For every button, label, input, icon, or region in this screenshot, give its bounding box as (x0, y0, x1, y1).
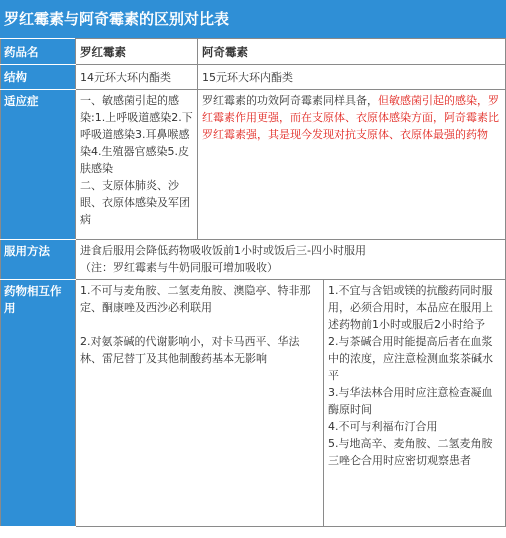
structure-roxithromycin: 14元环大环内酯类 (76, 65, 198, 90)
indication-common-text: 罗红霉素的功效阿奇霉素同样具备， (202, 94, 378, 107)
table-row-indications (1, 90, 506, 240)
structure-azithromycin: 15元环大环内酯类 (198, 65, 506, 90)
indication-line: 一、敏感菌引起的感染:1.上呼吸道感染2.下呼吸道感染3.耳鼻喉感染4.生殖器官感染5.皮肤感染 (80, 94, 193, 175)
table-row-interactions (1, 280, 506, 527)
column-head-roxithromycin: 罗红霉素 (76, 39, 198, 65)
row-label-indications: 适应症 (1, 90, 76, 240)
table-row-usage (1, 240, 506, 280)
indications-azithromycin (198, 90, 506, 240)
interaction-item: 5.与地高辛、麦角胺、二氢麦角胺三唑仑合用时应密切观察患者 (328, 437, 493, 467)
row-label-usage: 服用方法 (1, 240, 76, 280)
indication-line: 二、支原体肺炎、沙眼、衣原体感染及军团病 (80, 179, 190, 226)
interaction-item: 1.不宜与含铝或镁的抗酸药同时服用，必须合用时，本品应在服用上述药物前1小时或服后2小时给予 (328, 284, 493, 331)
indication-highlight-text: 但敏感菌引起的感染，罗红霉素作用更强，而在支原体、衣原体感染方面，阿奇霉素比罗红霉素强，其是现今发现对抗支原体、衣原体最强的药物 (202, 94, 499, 141)
usage-text (76, 240, 506, 280)
row-label-drug-name: 药品名 (1, 39, 76, 65)
interaction-item: 4.不可与利福布汀合用 (328, 420, 438, 433)
comparison-table (0, 38, 506, 527)
interactions-azithromycin (324, 280, 506, 527)
interaction-item: 2.与茶碱合用时能提高后者在血浆中的浓度，应注意检测血浆茶碱水平 (328, 335, 493, 382)
row-label-interactions: 药物相互作用 (1, 280, 76, 527)
interactions-roxithromycin (76, 280, 324, 527)
interaction-item: 2.对氨茶碱的代谢影响小，对卡马西平、华法林、雷尼替丁及其他制酸药基本无影响 (80, 335, 300, 365)
table-row-structure (1, 65, 506, 90)
column-head-azithromycin: 阿奇霉素 (198, 39, 506, 65)
interaction-item: 3.与华法林合用时应注意检查凝血酶原时间 (328, 386, 493, 416)
indications-roxithromycin (76, 90, 198, 240)
usage-note: （注：罗红霉素与牛奶同服可增加吸收） (80, 261, 278, 274)
interaction-item: 1.不可与麦角胺、二氢麦角胺、澳隐亭、特非那定、酮康唑及西沙必利联用 (80, 284, 311, 314)
usage-line: 进食后服用会降低药物吸收饭前1小时或饭后三-四小时服用 (80, 244, 366, 257)
page-title: 罗红霉素与阿奇霉素的区别对比表 (0, 0, 506, 38)
table-row-drug-name (1, 39, 506, 65)
row-label-structure: 结构 (1, 65, 76, 90)
